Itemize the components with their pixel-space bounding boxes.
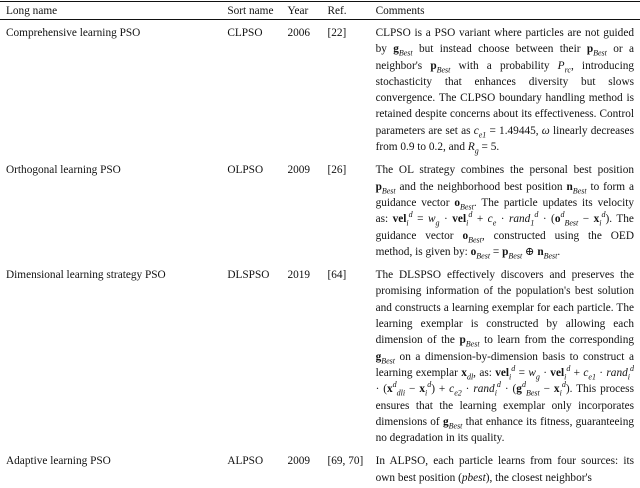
comment-cell: In ALPSO, each particle learns from four sources: its own best position (pbest), the closest neighbor's — [375, 455, 634, 484]
short-name-cell: DLSPSO — [227, 269, 270, 282]
header-year: Year — [287, 5, 309, 17]
short-name-cell: OLPSO — [227, 164, 264, 177]
long-name-cell: Comprehensive learning PSO — [6, 27, 141, 39]
year-cell: 2019 — [287, 269, 311, 282]
ref-cell: [22] — [327, 27, 347, 39]
short-name-cell: ALPSO — [227, 455, 264, 468]
header-row — [0, 2, 640, 21]
table-row — [0, 262, 640, 448]
comment-cell: The DLSPSO effectively discovers and preserves the promising information of the population's best solution and constructs a learning exemplar for each particle. The learning exemplar is constructed by allowing each dimension of the $p_{Best}$ to learn from the corresponding $g_{Best}$ on a dimension-by-dimension basis to construct a learning exemplar $x_{dl}$, as: $vel_i^d = w_g \cdot vel_i^d + c_{e1}$ · rand$_i^d$ · $(x^d_{dli} - x_i^d) + c_{e2}$ · rand$_i^d$ · $(g^d_{Best} - x_i^d)$. This process ensures that the learning exemplar only incorporates dimensions of $g_{Best}$ that enhance its fitness, guaranteeing no degradation in its quality. — [375, 269, 634, 445]
long-name-cell: Orthogonal learning PSO — [6, 164, 121, 177]
pso-variants-table — [0, 2, 640, 488]
ref-cell: [26] — [327, 164, 347, 177]
header-short-name: Sort name — [227, 5, 274, 17]
header-long-name: Long name — [6, 5, 58, 17]
table-row — [0, 21, 640, 157]
ref-cell: [69, 70] — [327, 455, 364, 468]
short-name-cell: CLPSO — [227, 27, 263, 39]
table-row — [0, 448, 640, 488]
header-comments: Comments — [375, 5, 425, 17]
long-name-cell: Dimensional learning strategy PSO — [6, 269, 166, 282]
year-cell: 2006 — [287, 27, 311, 39]
year-cell: 2009 — [287, 164, 311, 177]
header-ref: Ref. — [327, 5, 347, 17]
table-row — [0, 157, 640, 262]
ref-cell: [64] — [327, 269, 347, 282]
comment-cell: The OL strategy combines the personal best position $p_{Best}$ and the neighborhood best position $n_{Best}$ to form a guidance vector $o_{Best}$. The particle updates its velocity as: $vel_i^d = w_g \cdot vel_i^d + c_e$ · rand$_1^d$ · $(o^d_{Best} - x_i^d)$. The guidance vector $o_{Best}$, constructed using the OED method, is given by: $o_{Best} = p_{Best}$ ⊕ $n_{Best}$. — [375, 164, 635, 261]
long-name-cell: Adaptive learning PSO — [6, 455, 111, 468]
comment-cell: CLPSO is a PSO variant where particles are not guided by $g_{Best}$ but instead choose between their $p_{Best}$ or a neighbor's $p_{Best}$ with a probability $P_{rc}$, introducing stochasticity that enhances diversity but slows convergence. The CLPSO boundary handling method is retained despite concerns about its effectiveness. Control parameters are set as $c_{e1} = 1.49445$, ω linearly decreases from 0.9 to 0.2, and $R_g = 5$. — [375, 27, 635, 156]
year-cell: 2009 — [287, 455, 311, 468]
